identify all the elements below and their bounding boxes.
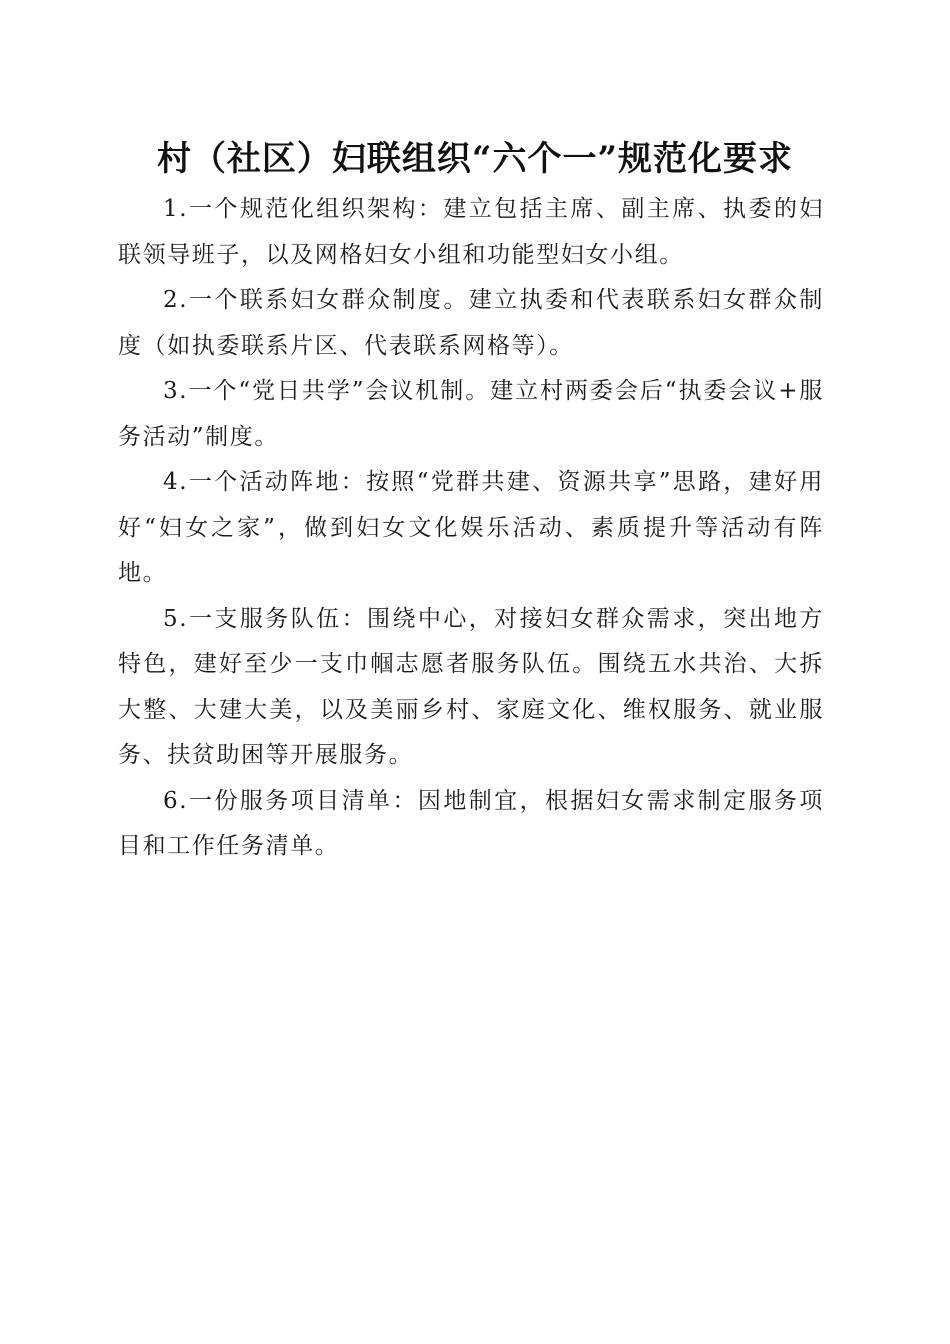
paragraph-5: 5.一支服务队伍：围绕中心，对接妇女群众需求，突出地方特色，建好至少一支巾帼志愿者服务队伍。围绕五水共治、大拆大整、大建大美，以及美丽乡村、家庭文化、维权服务、就业服务、扶贫助困等开展服务。	[118, 605, 824, 768]
document-body	[118, 187, 824, 870]
paragraph-2: 2.一个联系妇女群众制度。建立执委和代表联系妇女群众制度（如执委联系片区、代表联系网格等）。	[118, 287, 824, 359]
paragraph-6: 6.一份服务项目清单：因地制宜，根据妇女需求制定服务项目和工作任务清单。	[118, 787, 824, 859]
paragraph-3: 3.一个“党日共学”会议机制。建立村两委会后“执委会议+服务活动”制度。	[118, 378, 824, 450]
paragraph-1: 1.一个规范化组织架构：建立包括主席、副主席、执委的妇联领导班子，以及网格妇女小组和功能型妇女小组。	[118, 196, 824, 268]
document-title: 村（社区）妇联组织“六个一”规范化要求	[156, 139, 794, 179]
paragraph-4: 4.一个活动阵地：按照“党群共建、资源共享”思路，建好用好“妇女之家”，做到妇女文化娱乐活动、素质提升等活动有阵地。	[118, 469, 824, 586]
